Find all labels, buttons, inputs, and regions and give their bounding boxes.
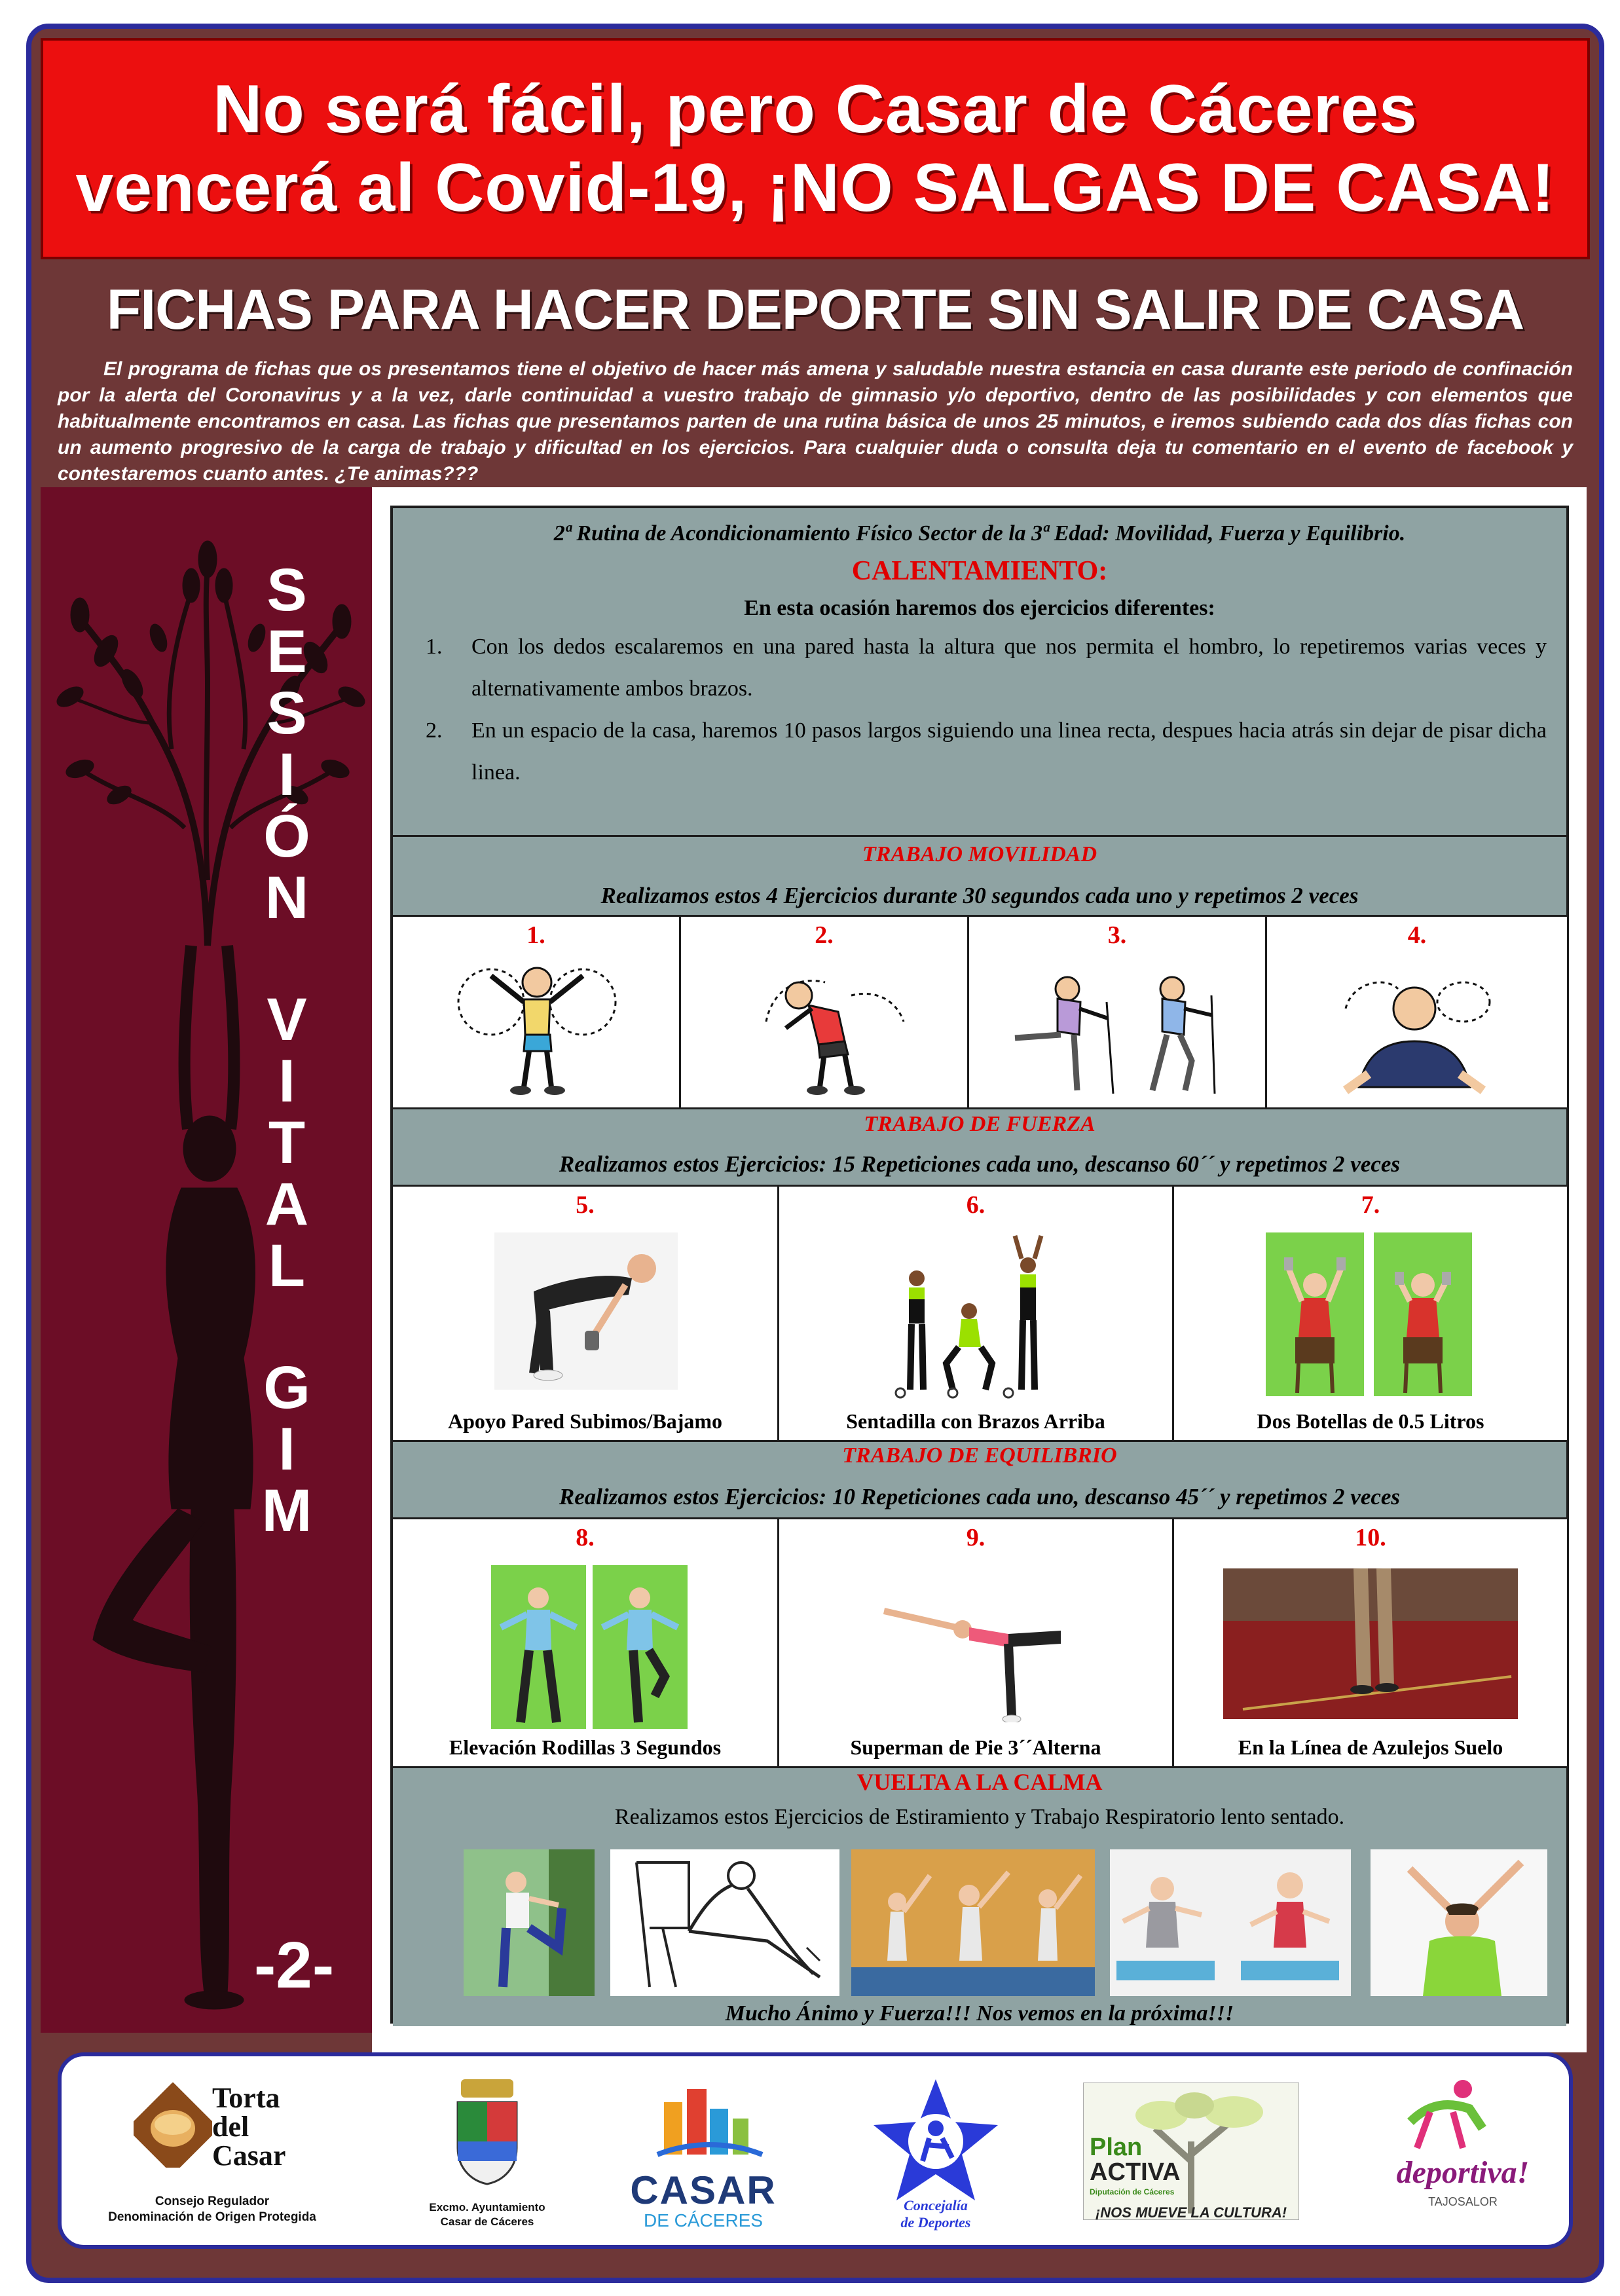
vertical-title: [248, 559, 326, 1542]
warmup-intro: En esta ocasión haremos dos ejercicios diferentes:: [744, 596, 1215, 620]
squat-arms-up-photo: [891, 1232, 1067, 1403]
vertical-letter: M: [261, 1477, 312, 1544]
exercise-card: [393, 917, 681, 1109]
exercise-caption: Superman de Pie 3´´Alterna: [850, 1735, 1101, 1759]
vertical-letter: Ó: [263, 803, 310, 870]
routine-title: 2ª Rutina de Acondicionamiento Físico Sector de la 3ª Edad: Movilidad, Fuerza y Equilibrio.: [553, 521, 1406, 546]
balance-heading: TRABAJO DE EQUILIBRIO: [842, 1443, 1117, 1468]
exercise-number: 7.: [1361, 1191, 1380, 1219]
tajosalor-label: TAJOSALOR: [1428, 2195, 1498, 2208]
exercise-caption: Apoyo Pared Subimos/Bajamo: [447, 1409, 722, 1433]
ayuntamiento-caption-1: Excmo. Ayuntamiento: [429, 2201, 545, 2213]
casar-de-caceres-logo: [612, 2069, 795, 2240]
warmup-item-number: 1.: [426, 635, 443, 659]
sponsor-footer: [58, 2052, 1573, 2249]
vertical-letter: L: [268, 1232, 306, 1299]
vertical-letter: I: [278, 1416, 295, 1483]
side-bend-illustration: [746, 956, 917, 1100]
concejalia-line-1: Concejalía: [904, 2197, 968, 2213]
strength-subtitle: Realizamos estos Ejercicios: 15 Repeticiones cada uno, descanso 60´´ y repetimos 2 veces: [559, 1151, 1401, 1177]
exercise-caption: En la Línea de Azulejos Suelo: [1238, 1735, 1503, 1759]
exercise-number: 5.: [576, 1191, 595, 1219]
plan-line-2: ACTIVA: [1090, 2158, 1181, 2186]
vertical-letter: A: [265, 1171, 309, 1238]
torta-seal-icon: [134, 2083, 212, 2168]
vertical-letter: V: [267, 986, 307, 1053]
wall-support-photo: [494, 1232, 678, 1390]
star-runner-icon: [870, 2076, 1001, 2207]
runner-icon: [1391, 2076, 1496, 2155]
overhead-stretch-photo: [1371, 1849, 1547, 1996]
closing-message: Mucho Ánimo y Fuerza!!! Nos vemos en la próxima!!!: [725, 2001, 1234, 2026]
cooldown-heading: VUELTA A LA CALMA: [856, 1769, 1103, 1795]
coat-of-arms-icon: [451, 2076, 523, 2187]
exercise-number: 9.: [966, 1524, 985, 1551]
exercise-caption: Sentadilla con Brazos Arriba: [846, 1409, 1105, 1433]
plan-activa-logo: [1083, 2069, 1299, 2240]
headline-line-1: No será fácil, pero Casar de Cáceres: [213, 71, 1418, 147]
torta-caption-1: Consejo Regulador: [155, 2194, 270, 2208]
ayuntamiento-logo: [415, 2069, 559, 2240]
torta-line-3: Casar: [212, 2139, 286, 2172]
exercise-card: [779, 1519, 1174, 1768]
vertical-letter: T: [268, 1109, 306, 1176]
concejalia-line-2: de Deportes: [900, 2214, 971, 2231]
casar-title: CASAR: [630, 2168, 777, 2212]
arm-circles-illustration: [452, 956, 622, 1100]
neck-rotation-illustration: [1333, 963, 1503, 1100]
headline-banner: [41, 38, 1590, 259]
ayuntamiento-caption-2: Casar de Cáceres: [440, 2215, 534, 2228]
warmup-item-text: Con los dedos escalaremos en una pared hasta la altura que nos permita el hombro, lo repetiremos varias veces y alternativamente ambos brazos.: [471, 635, 1547, 701]
plan-slogan: ¡NOS MUEVE LA CULTURA!: [1095, 2204, 1287, 2221]
warmup-list: [426, 626, 1547, 794]
exercise-card: [393, 1187, 779, 1442]
deportiva-logo: [1365, 2069, 1561, 2240]
vertical-letter: S: [267, 680, 307, 747]
casar-town-icon: [638, 2083, 769, 2161]
knee-raise-photo: [491, 1565, 688, 1729]
vertical-letter: E: [267, 618, 307, 685]
exercise-caption: Elevación Rodillas 3 Segundos: [449, 1735, 722, 1759]
balance-subtitle: Realizamos estos Ejercicios: 10 Repeticiones cada uno, descanso 45´´ y repetimos 2 veces: [559, 1484, 1401, 1509]
deportiva-title: deportiva!: [1396, 2155, 1530, 2190]
seated-stretch-drawing: [610, 1849, 839, 1996]
exercise-card: [779, 1187, 1174, 1442]
torta-del-casar-logo: [108, 2069, 316, 2240]
tile-line-walk-photo: [1223, 1568, 1518, 1719]
casar-subtitle: DE CÁCERES: [643, 2210, 764, 2231]
exercise-card: [1174, 1187, 1567, 1442]
cooldown-text: Realizamos estos Ejercicios de Estiramiento y Trabajo Respiratorio lento sentado.: [614, 1805, 1345, 1829]
mobility-heading: TRABAJO MOVILIDAD: [862, 842, 1097, 866]
mobility-header: [393, 837, 1566, 917]
exercise-number: 1.: [526, 921, 545, 949]
exercise-number: 3.: [1107, 921, 1127, 949]
plan-line-1: Plan: [1090, 2134, 1143, 2161]
plan-line-3: Diputación de Cáceres: [1090, 2187, 1175, 2196]
exercise-number: 8.: [576, 1524, 595, 1551]
torta-line-1: Torta: [212, 2082, 280, 2114]
vertical-letter: S: [267, 557, 307, 623]
vertical-letter: N: [265, 864, 309, 931]
warmup-item-number: 2.: [426, 718, 443, 743]
intro-paragraph: El programa de fichas que os presentamos tiene el objetivo de hacer más amena y saludable nuestra estancia en casa durante este periodo de confinación por la alerta del Coronavirus y a la vez, darle continuidad a vuestro trabajo de gimnasio y/o deportivo, dentro de las posibilidades y con elementos que habitualmente encontramos en casa. Las fichas que presentamos parten de una rutina básica de unos 25 minutos, e iremos subiendo cada dos días fichas con un aumento progresivo de la carga de trabajo y dificultad en los ejercicios. Para cualquier duda o consulta deja tu comentario en el evento de facebook y contestaremos cuanto antes. ¿Te animas???: [58, 358, 1573, 485]
strength-heading: TRABAJO DE FUERZA: [864, 1112, 1095, 1136]
exercise-number: 4.: [1407, 921, 1427, 949]
exercise-card: [393, 1519, 779, 1768]
headline: [75, 70, 1555, 227]
strength-header: [393, 1109, 1566, 1187]
warmup-block: [393, 508, 1566, 837]
subtitle: FICHAS PARA HACER DEPORTE SIN SALIR DE CASA: [106, 278, 1524, 341]
exercise-card: [1174, 1519, 1567, 1768]
seated-twist-photo: [1110, 1849, 1351, 1996]
concejalia-deportes-logo: [860, 2069, 1011, 2240]
balance-header: [393, 1442, 1566, 1519]
exercise-card: [1267, 917, 1567, 1109]
exercise-caption: Dos Botellas de 0.5 Litros: [1257, 1409, 1484, 1433]
warmup-item: [426, 626, 1547, 710]
torta-line-2: del: [212, 2111, 249, 2143]
stretch-photo-1: [464, 1849, 595, 1996]
torta-caption-2: Denominación de Origen Protegida: [108, 2210, 316, 2224]
two-bottles-photo: [1266, 1232, 1475, 1396]
vertical-letter: I: [278, 1048, 295, 1115]
vertical-letter: I: [278, 741, 295, 808]
warmup-item-text: En un espacio de la casa, haremos 10 pasos largos siguiendo una linea recta, despues hacia atrás sin dejar de pisar dicha linea.: [471, 718, 1547, 785]
mobility-subtitle: Realizamos estos 4 Ejercicios durante 30 segundos cada uno y repetimos 2 veces: [600, 883, 1359, 908]
warmup-item: [426, 710, 1547, 794]
routine-panel: [390, 506, 1569, 2024]
standing-superman-photo: [877, 1591, 1074, 1722]
vertical-letter: G: [263, 1354, 310, 1421]
exercise-number: 10.: [1355, 1524, 1386, 1551]
headline-line-2: vencerá al Covid-19, ¡NO SALGAS DE CASA!: [75, 150, 1555, 226]
exercise-number: 2.: [815, 921, 834, 949]
exercise-card: [969, 917, 1267, 1109]
cooldown-block: [393, 1768, 1566, 2026]
warmup-heading: CALENTAMIENTO:: [851, 556, 1108, 586]
leg-swing-illustration: [995, 963, 1244, 1100]
exercise-card: [681, 917, 969, 1109]
session-number: -2-: [254, 1929, 335, 2002]
exercise-number: 6.: [966, 1191, 985, 1219]
group-side-stretch-photo: [851, 1849, 1095, 1996]
poster-frame: [26, 24, 1604, 2283]
